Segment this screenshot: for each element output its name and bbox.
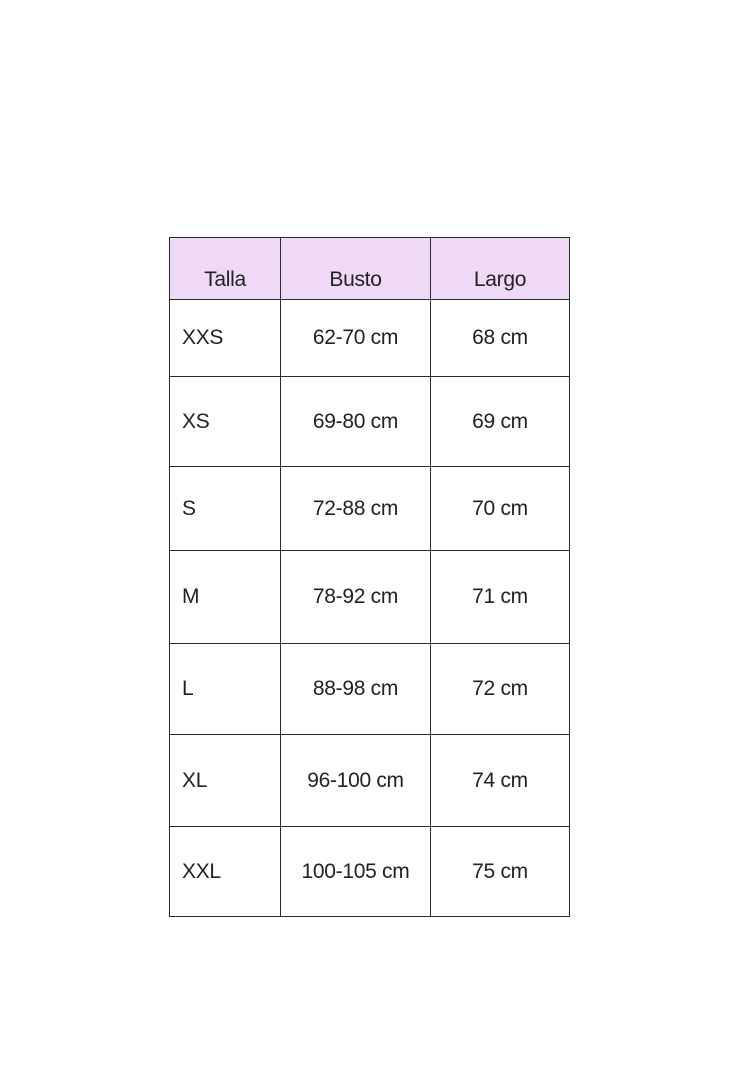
talla-cell: XL <box>170 735 281 827</box>
busto-cell: 100-105 cm <box>281 827 431 917</box>
table-row <box>170 467 570 551</box>
table-row <box>170 377 570 467</box>
table-row <box>170 644 570 735</box>
talla-cell: XXS <box>170 300 281 377</box>
talla-cell: XXL <box>170 827 281 917</box>
header-largo: Largo <box>431 238 570 300</box>
talla-cell: L <box>170 644 281 735</box>
largo-cell: 71 cm <box>431 551 570 644</box>
largo-cell: 68 cm <box>431 300 570 377</box>
table-row <box>170 735 570 827</box>
talla-cell: M <box>170 551 281 644</box>
table-row <box>170 551 570 644</box>
talla-cell: XS <box>170 377 281 467</box>
busto-cell: 69-80 cm <box>281 377 431 467</box>
table-row <box>170 827 570 917</box>
largo-cell: 75 cm <box>431 827 570 917</box>
largo-cell: 74 cm <box>431 735 570 827</box>
header-talla: Talla <box>170 238 281 300</box>
size-chart-table <box>169 237 570 917</box>
largo-cell: 72 cm <box>431 644 570 735</box>
largo-cell: 70 cm <box>431 467 570 551</box>
table-header-row <box>170 238 570 300</box>
header-busto: Busto <box>281 238 431 300</box>
table-row <box>170 300 570 377</box>
largo-cell: 69 cm <box>431 377 570 467</box>
busto-cell: 88-98 cm <box>281 644 431 735</box>
busto-cell: 96-100 cm <box>281 735 431 827</box>
talla-cell: S <box>170 467 281 551</box>
busto-cell: 78-92 cm <box>281 551 431 644</box>
busto-cell: 72-88 cm <box>281 467 431 551</box>
busto-cell: 62-70 cm <box>281 300 431 377</box>
